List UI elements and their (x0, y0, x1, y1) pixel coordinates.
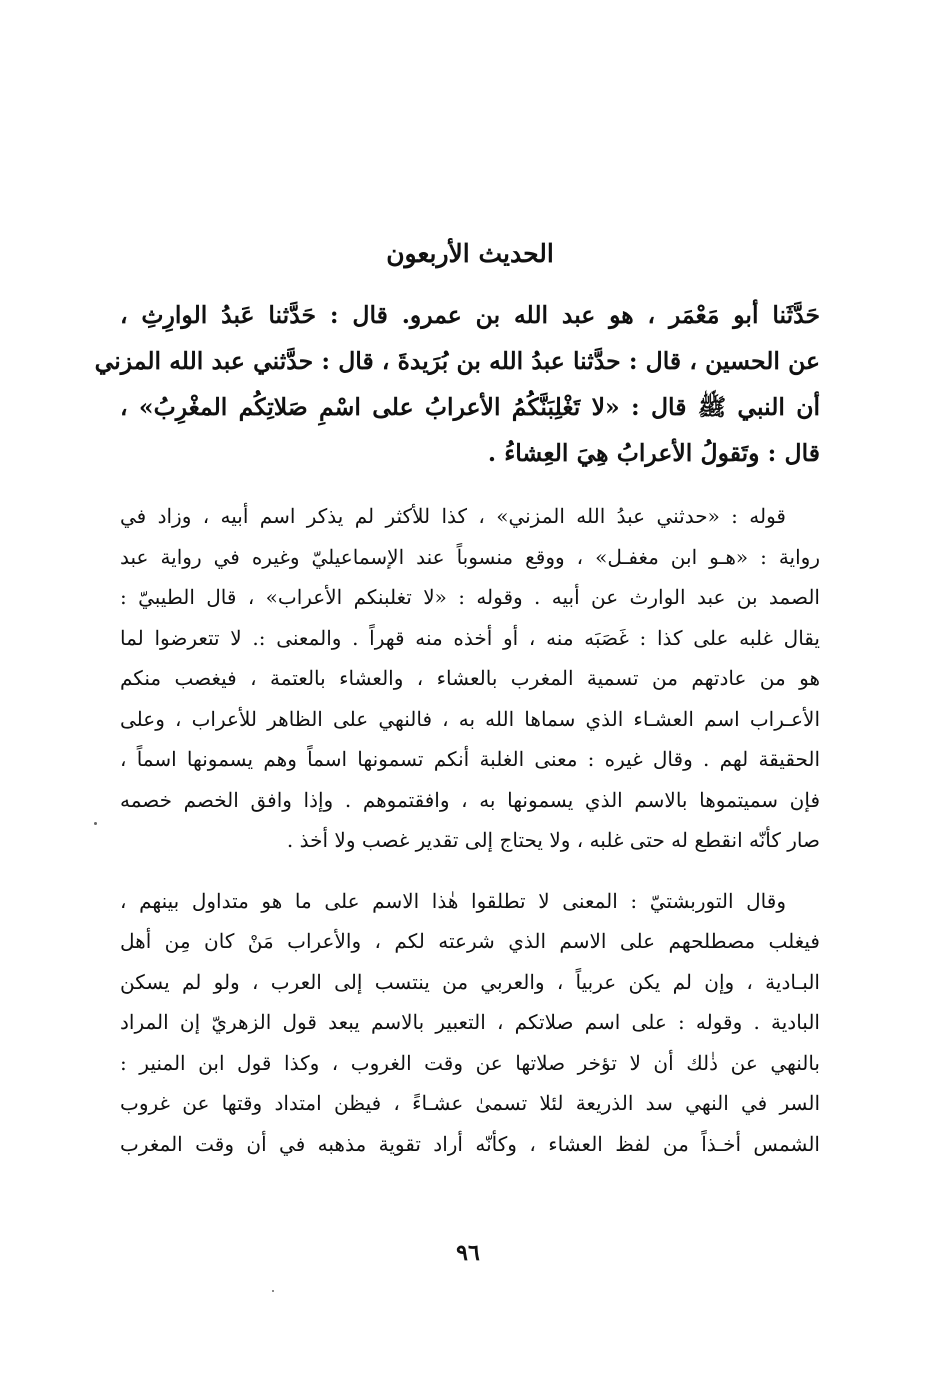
commentary-paragraph-1 (120, 496, 820, 861)
page-number: ٩٦ (456, 1240, 480, 1266)
paragraph-line: قوله : «حدثني عبدُ الله المزني» ، كذا للأكثر لم يذكر اسم أبيه ، وزاد في (120, 504, 786, 528)
paragraph-line: الشمس أخـذاً من لفظ العشاء ، وكأنّه أراد تقوية مذهبه في أن وقت المغرب (120, 1131, 820, 1156)
paragraph-line: الأعـراب اسم العشـاء الذي سماها الله به ، فالنهي على الظاهر للأعراب ، وعلى (120, 706, 820, 731)
paragraph-line: وقال التوربشتيّ : المعنى لا تطلقوا هٰذا الاسم على ما هو متداول بينهم ، (120, 888, 786, 913)
paragraph-line: البـادية ، وإن لم يكن عربياً ، والعربي من ينتسب إلى العرب ، ولو لم يسكن (120, 969, 820, 994)
hadith-line: عن الحسين ، قال : حدَّثنا عبدُ الله بن بُرَيدةَ ، قال : حدَّثني عبد الله المزني (94, 347, 820, 375)
paragraph-line: الحقيقة لهم . وقال غيره : معنى الغلبة أنكم تسمونها اسماً وهم يسمونها اسماً ، (120, 747, 820, 771)
paragraph-line: فإن سميتموها بالاسم الذي يسمونها به ، وافقتموهم . وإذا وافق الخصم خصمه (120, 787, 820, 812)
paragraph-line: السر في النهي سد الذريعة لئلا تسمىٰ عشـاءً ، فيظن امتداد وقتها عن غروب (120, 1091, 820, 1115)
book-page (94, 228, 820, 1184)
hadith-line: أن النبي ﷺ قال : «لا تَغْلِبَنَّكُمُ الأعرابُ على اسْمِ صَلاتِكُم المغْرِبُ» ، (120, 393, 820, 421)
page-title: الحديث الأربعون (386, 239, 554, 268)
scan-speck (94, 822, 97, 825)
hadith-text (94, 292, 820, 476)
paragraph-line: هو من عادتهم من تسمية المغرب بالعشاء ، والعشاء بالعتمة ، فيغصب منكم (120, 666, 820, 690)
hadith-line: حَدَّثَنا أبو مَعْمَر ، هو عبد الله بن عمرو. قال : حَدَّثنا عَبدُ الوارِثِ ، (120, 301, 820, 329)
paragraph-line: يقال غلبه على كذا : غَصَبَه منه ، أو أخذه منه قهراً . والمعنى :. لا تتعرضوا لما (120, 625, 820, 650)
paragraph-line: بالنهي عن ذٰلك أن لا تؤخر صلاتها عن وقت الغروب ، وكذا قول ابن المنير : (120, 1050, 820, 1075)
paragraph-line: فيغلب مصطلحهم على الاسم الذي شرعته لكم ، والأعراب مَنْ كان مِن أهل (120, 929, 820, 953)
paragraph-line: رواية : «هـو ابن مغفـل» ، ووقع منسوباً عند الإسماعيليّ وغيره في رواية عبد (120, 544, 820, 569)
paragraph-line: صار كأنّه انقطع له حتى غلبه ، ولا يحتاج إلى تقدير غصب ولا أخذ . (286, 828, 820, 852)
commentary-paragraph-2 (120, 881, 820, 1165)
paragraph-line: البادية . وقوله : على اسم صلاتكم ، التعبير بالاسم يبعد قول الزهريّ إن المراد (120, 1010, 820, 1034)
hadith-line: قال : وتَقولُ الأعرابُ هِيَ العِشاءُ . (487, 439, 820, 467)
paragraph-line: الصمد بن عبد الوارث عن أبيه . وقوله : «لا تغلبنكم الأعراب» ، قال الطيبيّ : (120, 585, 820, 609)
scan-speck (272, 1290, 274, 1292)
